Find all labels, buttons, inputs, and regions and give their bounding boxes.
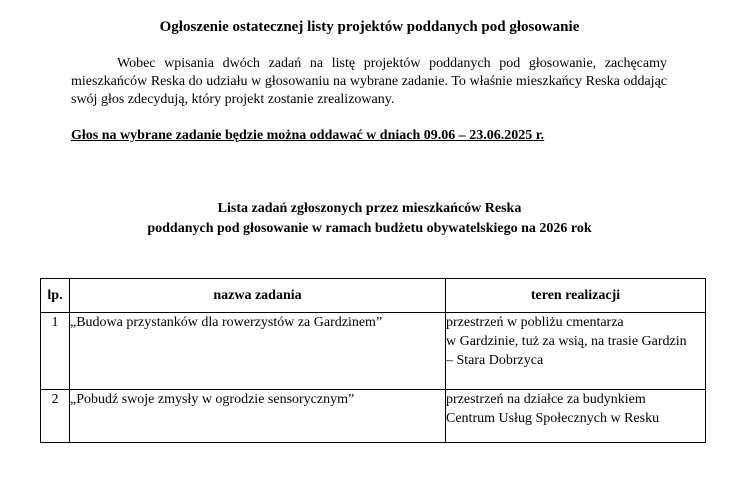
task-area-line: przestrzeń na działce za budynkiem [446, 392, 646, 407]
list-heading [0, 199, 739, 239]
task-area-line: Centrum Usług Społecznych w Resku [446, 411, 660, 426]
task-area-line: przestrzeń w pobliżu cmentarza [446, 315, 624, 330]
header-area: teren realizacji [446, 279, 706, 313]
table-header-row [41, 279, 706, 313]
voting-dates-notice: Głos na wybrane zadanie będzie można oddawać w dniach 09.06 – 23.06.2025 r. [71, 128, 545, 143]
task-name: „Pobudź swoje zmysły w ogrodzie sensorycznym” [70, 390, 446, 443]
task-area [446, 390, 706, 443]
list-heading-line-1: Lista zadań zgłoszonych przez mieszkańców Reska [217, 201, 522, 216]
projects-table [40, 278, 706, 443]
task-area-line: – Stara Dobrzyca [446, 353, 544, 368]
table-row [41, 313, 706, 390]
task-area-line: w Gardzinie, tuż za wsią, na trasie Gardzin [446, 334, 687, 349]
intro-paragraph: Wobec wpisania dwóch zadań na listę projektów poddanych pod głosowanie, zachęcamy mieszkańców Reska do udziału w głosowaniu na wybrane zadanie. To właśnie mieszkańcy Reska oddając swój głos zdecydują, który projekt zostanie zrealizowany. [71, 56, 667, 107]
task-area [446, 313, 706, 390]
task-name: „Budowa przystanków dla rowerzystów za Gardzinem” [70, 313, 446, 390]
header-lp: lp. [41, 279, 70, 313]
table-row [41, 390, 706, 443]
row-number: 1 [41, 313, 70, 390]
header-task-name: nazwa zadania [70, 279, 446, 313]
list-heading-line-2: poddanych pod głosowanie w ramach budżetu obywatelskiego na 2026 rok [147, 221, 592, 236]
row-number: 2 [41, 390, 70, 443]
page-title: Ogłoszenie ostatecznej listy projektów poddanych pod głosowanie [159, 19, 580, 35]
